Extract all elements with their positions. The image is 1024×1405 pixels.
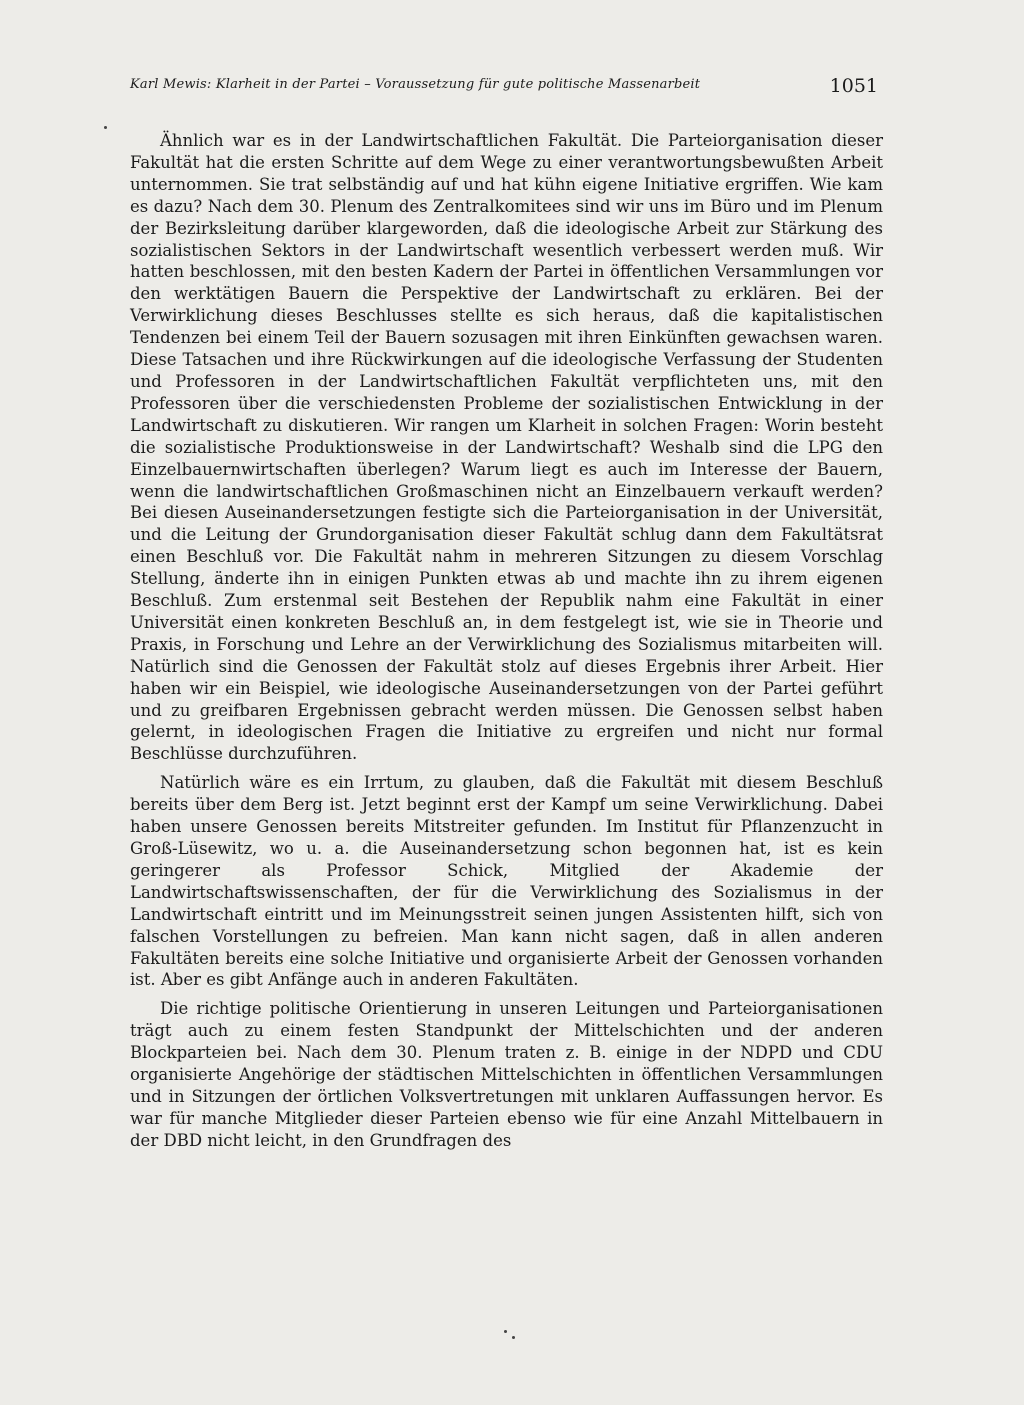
paragraph-2: Natürlich wäre es ein Irrtum, zu glauben, daß die Fakultät mit diesem Beschluß bereits über dem Berg ist. Jetzt beginnt erst der Kampf um seine Verwirklichung. Dabei haben unsere Genossen bereits Mitstreiter gefunden. Im Institut für Pflanzenzucht in Groß-Lüsewitz, wo u. a. die Auseinandersetzung schon begonnen hat, ist es kein geringerer als Professor Schick, Mitglied der Akademie der Landwirtschaftswissenschaften, der für die Verwirklichung des Sozialismus in der Landwirtschaft eintritt und im Meinungsstreit seinen jungen Assistenten hilft, sich von falschen Vorstellungen zu befreien. Man kann nicht sagen, daß in allen anderen Fakultäten bereits eine solche Initiative und organisierte Arbeit der Genossen vorhanden ist. Aber es gibt Anfänge auch in anderen Fakultäten. <box>130 773 883 990</box>
running-title: Karl Mewis: Klarheit in der Partei – Voraussetzung für gute politische Massenarbeit <box>130 77 701 92</box>
paragraph-1: Ähnlich war es in der Landwirtschaftlichen Fakultät. Die Parteiorganisation dieser Fakultät hat die ersten Schritte auf dem Wege zu einer verantwortungsbewußten Arbeit unternommen. Sie trat selbständig auf und hat kühn eigene Initiative ergriffen. Wie kam es dazu? Nach dem 30. Plenum des Zentralkomitees sind wir uns im Büro und im Plenum der Bezirksleitung darüber klargeworden, daß die ideologische Arbeit zur Stärkung des sozialistischen Sektors in der Landwirtschaft wesentlich verbessert werden muß. Wir hatten beschlossen, mit den besten Kadern der Partei in öffentlichen Versammlungen vor den werktätigen Bauern die Perspektive der Landwirtschaft zu erklären. Bei der Verwirklichung dieses Beschlusses stellte es sich heraus, daß die kapitalistischen Tendenzen bei einem Teil der Bauern sozusagen mit ihren Einkünften gewachsen waren. Diese Tatsachen und ihre Rückwirkungen auf die ideologische Verfassung der Studenten und Professoren in der Landwirtschaftlichen Fakultät verpflichteten uns, mit den Professoren über die verschiedensten Probleme der sozialistischen Entwicklung in der Landwirtschaft zu diskutieren. Wir rangen um Klarheit in solchen Fragen: Worin besteht die sozialistische Produktionsweise in der Landwirtschaft? Weshalb sind die LPG den Einzelbauernwirtschaften überlegen? Warum liegt es auch im Interesse der Bauern, wenn die landwirtschaftlichen Großmaschinen nicht an Einzelbauern verkauft werden? Bei diesen Auseinandersetzungen festigte sich die Parteiorganisation in der Universität, und die Leitung der Grundorganisation dieser Fakultät schlug dann dem Fakultätsrat einen Beschluß vor. Die Fakultät nahm in mehreren Sitzungen zu diesem Vorschlag Stellung, änderte ihn in einigen Punkten etwas ab und machte ihn zu ihrem eigenen Beschluß. Zum erstenmal seit Bestehen der Republik nahm eine Fakultät in einer Universität einen konkreten Beschluß an, in dem festgelegt ist, wie sie in Theorie und Praxis, in Forschung und Lehre an der Verwirklichung des Sozialismus mitarbeiten will. Natürlich sind die Genossen der Fakultät stolz auf dieses Ergebnis ihrer Arbeit. Hier haben wir ein Beispiel, wie ideologische Auseinandersetzungen von der Partei geführt und zu greifbaren Ergebnissen gebracht werden müssen. Die Genossen selbst haben gelernt, in ideologischen Fragen die Initiative zu ergreifen und nicht nur formal Beschlüsse durchzuführen. <box>130 131 883 764</box>
scan-speck <box>104 126 107 129</box>
page-number: 1051 <box>829 75 878 97</box>
body-text <box>130 130 883 1159</box>
paragraph-3: Die richtige politische Orientierung in unseren Leitungen und Parteiorganisationen trägt auch zu einem festen Standpunkt der Mittelschichten und der anderen Blockparteien bei. Nach dem 30. Plenum traten z. B. einige in der NDPD und CDU organisierte Angehörige der städtischen Mittelschichten in öffentlichen Versammlungen und in Sitzungen der örtlichen Volksvertretungen mit unklaren Auffassungen hervor. Es war für manche Mitglieder dieser Parteien ebenso wie für eine Anzahl Mittelbauern in der DBD nicht leicht, in den Grundfragen des <box>130 999 883 1150</box>
scan-speck <box>512 1336 515 1339</box>
scan-speck <box>504 1330 507 1333</box>
page-header <box>130 74 890 114</box>
